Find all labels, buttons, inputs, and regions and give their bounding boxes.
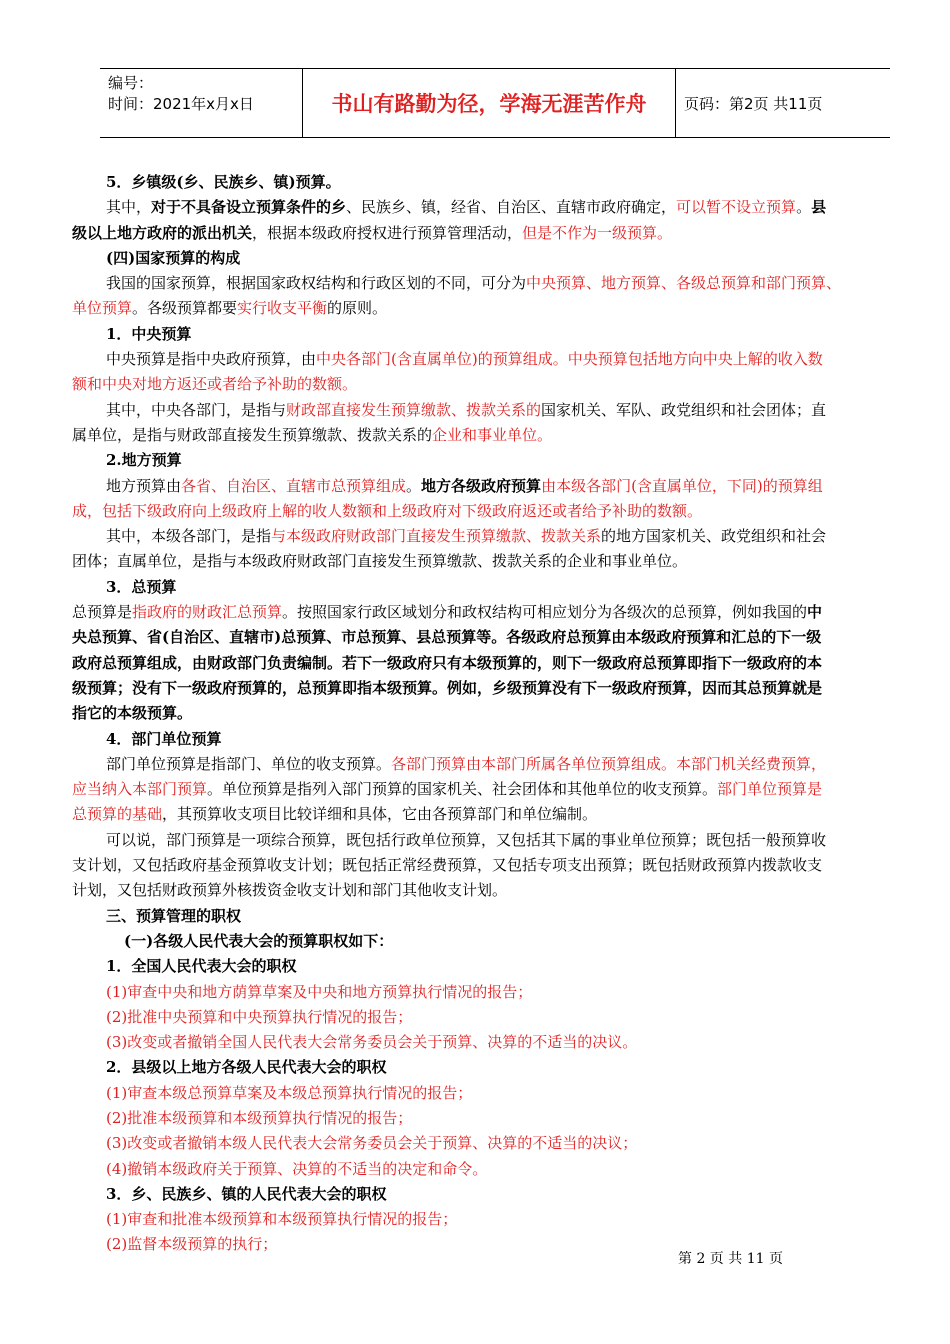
paragraph-line: 部门单位预算是指部门、单位的收支预算。各部门预算由本部门所属各单位预算组成。本部门机关经费预算， (106, 754, 827, 773)
header-info-cell (100, 69, 302, 137)
heading-npc-authority: (一)各级人民代表大会的预算职权如下： (124, 931, 394, 950)
paragraph-line: 中央预算是指中央政府预算，由中央各部门(含直属单位)的预算组成。中央预算包括地方向中央上解的收入数 (106, 350, 823, 369)
paragraph-line: 其中，对于不具备设立预算条件的乡、民族乡、镇，经省、自治区、直辖市政府确定，可以暂不设立预算。县 (106, 198, 827, 217)
paragraph-line: 属单位，是指与财政部直接发生预算缴款、拨款关系的企业和事业单位。 (72, 425, 553, 444)
document-body (72, 170, 922, 1258)
list-item: (2)监督本级预算的执行； (106, 1235, 278, 1254)
header-motto: 书山有路勤为径，学海无涯苦作舟 (302, 69, 676, 137)
paragraph-line: 可以说，部门预算是一项综合预算，既包括行政单位预算，又包括其下属的事业单位预算；既包括一般预算收 (106, 830, 827, 849)
list-item: (2)批准中央预算和中央预算执行情况的报告； (106, 1007, 413, 1026)
paragraph-line: 总预算的基础，其预算收支项目比较详细和具体，它由各预算部门和单位编制。 (72, 805, 598, 824)
heading-general-budget: 3．总预算 (106, 577, 177, 596)
heading-local-budget: 2.地方预算 (106, 451, 182, 470)
heading-township-budget: 5．乡镇级(乡、民族乡、镇)预算。 (106, 173, 341, 191)
paragraph-line: 级以上地方政府的派出机关，根据本级政府授权进行预算管理活动，但是不作为一级预算。 (72, 223, 673, 242)
paragraph-line: 其中，中央各部门，是指与财政部直接发生预算缴款、拨款关系的国家机关、军队、政党组织和社会团体；直 (106, 400, 827, 419)
paragraph-line: 支计划，又包括政府基金预算收支计划；既包括正常经费预算，又包括专项支出预算；既包括财政预算内拨款收支 (72, 856, 823, 875)
page-header (100, 68, 890, 138)
page-footer: 第 2 页 共 11 页 (678, 1251, 783, 1267)
heading-local-npc: 2．县级以上地方各级人民代表大会的职权 (106, 1058, 387, 1077)
list-item: (1)审查中央和地方荫算草案及中央和地方预算执行情况的报告； (106, 982, 533, 1001)
paragraph-line: 额和中央对地方返还或者给予补助的数额。 (72, 375, 358, 394)
list-item: (2)批准本级预算和本级预算执行情况的报告； (106, 1108, 413, 1127)
paragraph-line: 单位预算。各级预算都要实行收支平衡的原则。 (72, 299, 388, 318)
paragraph-line: 成，包括下级政府向上级政府上解的收人数额和上级政府对下级政府返还或者给予补助的数额。 (72, 501, 703, 520)
document-number: 编号： (108, 74, 154, 92)
paragraph-line: 级预算；没有下一级政府预算的，总预算即指本级预算。例如，乡级预算没有下一级政府预算，因而其总预算就是 (72, 678, 823, 697)
paragraph-line: 我国的国家预算，根据国家政权结构和行政区划的不同，可分为中央预算、地方预算、各级总预算和部门预算、 (106, 274, 842, 293)
paragraph-line: 指它的本级预算。 (72, 704, 193, 723)
paragraph-line: 其中，本级各部门，是指与本级政府财政部门直接发生预算缴款、拨款关系的地方国家机关、政党组织和社会 (106, 527, 827, 546)
list-item: (1)审查和批准本级预算和本级预算执行情况的报告； (106, 1210, 458, 1229)
list-item: (3)改变或者撤销全国人民代表大会常务委员会关于预算、决算的不适当的决议。 (106, 1033, 638, 1052)
paragraph-line: 总预算是指政府的财政汇总预算。按照国家行政区域划分和政权结构可相应划分为各级次的总预算，例如我国的中 (72, 603, 823, 622)
heading-budget-structure: (四)国家预算的构成 (106, 248, 241, 267)
paragraph-line: 政府总预算组成，由财政部门负责编制。若下一级政府只有本级预算的，则下一级政府总预算即指下一级政府的本 (72, 653, 823, 672)
paragraph-line: 央总预算、省(自治区、直辖市)总预算、市总预算、县总预算等。各级政府总预算由本级政府预算和汇总的下一级 (72, 628, 822, 647)
paragraph-line: 团体；直属单位，是指与本级政府财政部门直接发生预算缴款、拨款关系的企业和事业单位。 (72, 552, 688, 571)
heading-department-budget: 4．部门单位预算 (106, 729, 222, 748)
paragraph-line: 应当纳入本部门预算。单位预算是指列入部门预算的国家机关、社会团体和其他单位的收支预算。部门单位预算是 (72, 780, 823, 799)
document-time: 时间：2021年x月x日 (108, 95, 254, 113)
heading-township-npc: 3．乡、民族乡、镇的人民代表大会的职权 (106, 1184, 387, 1203)
paragraph-line: 地方预算由各省、自治区、直辖市总预算组成。地方各级政府预算由本级各部门(含直属单位，下同)的预算组 (106, 476, 823, 495)
list-item: (1)审查本级总预算草案及本级总预算执行情况的报告； (106, 1083, 473, 1102)
heading-budget-authority: 三、预算管理的职权 (106, 906, 242, 925)
heading-national-npc: 1．全国人民代表大会的职权 (106, 957, 297, 976)
paragraph-line: 计划，又包括财政预算外核拨资金收支计划和部门其他收支计划。 (72, 881, 508, 900)
list-item: (4)撤销本级政府关于预算、决算的不适当的决定和命令。 (106, 1159, 488, 1178)
header-page-info: 页码：第2页 共11页 (684, 94, 823, 113)
heading-central-budget: 1．中央预算 (106, 324, 192, 343)
list-item: (3)改变或者撤销本级人民代表大会常务委员会关于预算、决算的不适当的决议； (106, 1134, 638, 1153)
